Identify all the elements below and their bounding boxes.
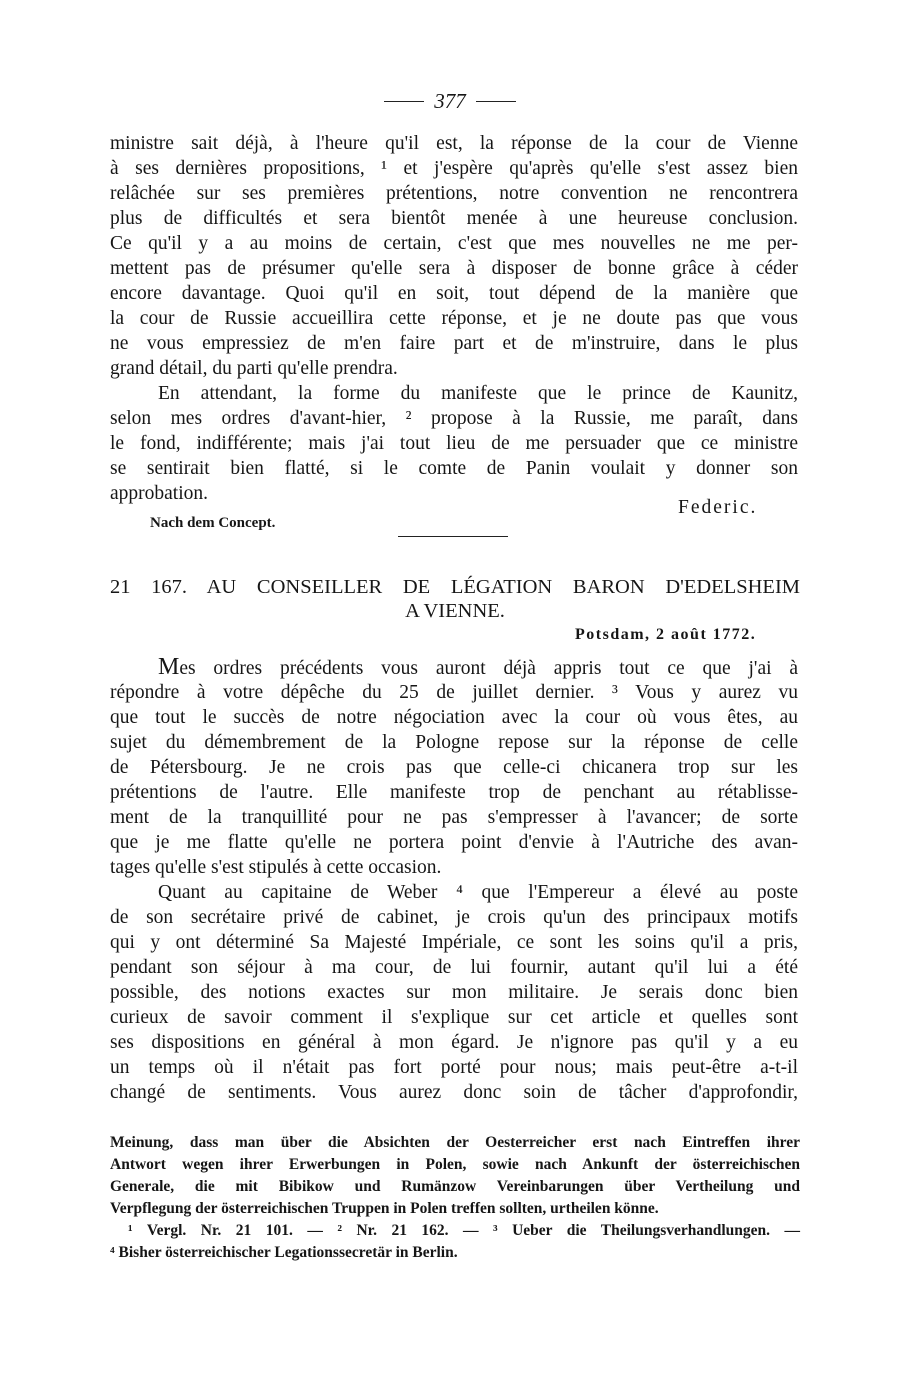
- text-line: se sentirait bien flatté, si le comte de Panin voulait y donner son: [110, 458, 798, 479]
- footnote-line: Antwort wegen ihrer Erwerbungen in Polen, sowie nach Ankunft der österreichischen: [110, 1156, 800, 1173]
- text-line: relâchée sur ses premières prétentions, notre convention ne rencontrera: [110, 183, 798, 204]
- text-line-first: [158, 655, 798, 680]
- text-line: que tout le succès de notre négociation avec la cour où vous êtes, au: [110, 707, 798, 728]
- page-header: [0, 86, 900, 116]
- text-line: mettent pas de présumer qu'elle sera à disposer de bonne grâce à céder: [110, 258, 798, 279]
- footnote-refs: ¹ Vergl. Nr. 21 101. — ² Nr. 21 162. — ³ Ueber die Theilungsverhandlungen. —: [128, 1222, 800, 1239]
- letter-heading: 21 167. AU CONSEILLER DE LÉGATION BARON D'EDELSHEIM: [110, 576, 800, 598]
- footnote-line: Generale, die mit Bibikow und Rumänzow Vereinbarungen über Vertheilung und: [110, 1178, 800, 1195]
- signature: Federic.: [678, 497, 758, 518]
- text-line: grand détail, du parti qu'elle prendra.: [110, 358, 398, 379]
- text-line: selon mes ordres d'avant-hier, ² propose à la Russie, me paraît, dans: [110, 408, 798, 429]
- section-separator: [398, 536, 508, 537]
- letter-heading-destination: A VIENNE.: [405, 600, 505, 622]
- header-rule-left: [384, 101, 424, 102]
- text-line: possible, des notions exactes sur mon militaire. Je serais donc bien: [110, 982, 798, 1003]
- text-line: ministre sait déjà, à l'heure qu'il est, la réponse de la cour de Vienne: [110, 133, 798, 154]
- text-line: pendant son séjour à ma cour, de lui fournir, autant qu'il lui a été: [110, 957, 798, 978]
- text-line: tages qu'elle s'est stipulés à cette occasion.: [110, 857, 442, 878]
- text-line: qui y ont déterminé Sa Majesté Impériale, ce sont les soins qu'il a pris,: [110, 932, 798, 953]
- text-line: plus de difficultés et sera bientôt menée à une heureuse conclusion.: [110, 208, 798, 229]
- text-line: approbation.: [110, 483, 209, 504]
- text-line: ne vous empressiez de m'en faire part et de m'instruire, dans le plus: [110, 333, 798, 354]
- text-line: Quant au capitaine de Weber ⁴ que l'Empereur a élevé au poste: [158, 882, 798, 903]
- text-line: changé de sentiments. Vous aurez donc soin de tâcher d'approfondir,: [110, 1082, 798, 1103]
- text-line: un temps où il n'était pas fort porté pour nous; mais peut-être a-t-il: [110, 1057, 798, 1078]
- text-line: ses dispositions en général à mon égard. Je n'ignore pas qu'il y a eu: [110, 1032, 798, 1053]
- header-rule-right: [476, 101, 516, 102]
- place-date: Potsdam, 2 août 1772.: [575, 626, 757, 643]
- text-line: curieux de savoir comment il s'explique sur cet article et quelles sont: [110, 1007, 798, 1028]
- text-line: de Pétersbourg. Je ne crois pas que celle-ci chicanera trop sur les: [110, 757, 798, 778]
- footnote-refs: ⁴ Bisher österreichischer Legationssecretär in Berlin.: [110, 1244, 458, 1261]
- text-line: En attendant, la forme du manifeste que le prince de Kaunitz,: [158, 383, 798, 404]
- text-line: le fond, indifférente; mais j'ai tout lieu de me persuader que ce ministre: [110, 433, 798, 454]
- text-line: ment de la tranquillité pour ne pas s'empresser à l'avancer; de sorte: [110, 807, 798, 828]
- text-line: de son secrétaire privé de cabinet, je crois qu'un des principaux motifs: [110, 907, 798, 928]
- page-number: 377: [434, 88, 466, 113]
- text-line: prétentions de l'autre. Elle manifeste trop de penchant au rétablisse-: [110, 782, 798, 803]
- text-line: Ce qu'il y a au moins de certain, c'est que mes nouvelles ne me per-: [110, 233, 798, 254]
- dropcap: M: [158, 654, 180, 680]
- text-line: encore davantage. Quoi qu'il en soit, tout dépend de la manière que: [110, 283, 798, 304]
- text-line: à ses dernières propositions, ¹ et j'espère qu'après qu'elle s'est assez bien: [110, 158, 798, 179]
- footnote-line: Meinung, dass man über die Absichten der Oesterreicher erst nach Eintreffen ihrer: [110, 1134, 800, 1151]
- source-note: Nach dem Concept.: [150, 515, 276, 531]
- text-line: la cour de Russie accueillira cette réponse, et je ne doute pas que vous: [110, 308, 798, 329]
- text-line: que je me flatte qu'elle ne portera point d'envie à l'Autriche des avan-: [110, 832, 798, 853]
- first-line-text: es ordres précédents vous auront déjà appris tout ce que j'ai à: [179, 658, 798, 679]
- text-line: répondre à votre dépêche du 25 de juillet dernier. ³ Vous y aurez vu: [110, 682, 798, 703]
- text-line: sujet du démembrement de la Pologne repose sur la réponse de celle: [110, 732, 798, 753]
- footnote-line: Verpflegung der österreichischen Truppen in Polen treffen sollten, urtheilen könne.: [110, 1200, 659, 1217]
